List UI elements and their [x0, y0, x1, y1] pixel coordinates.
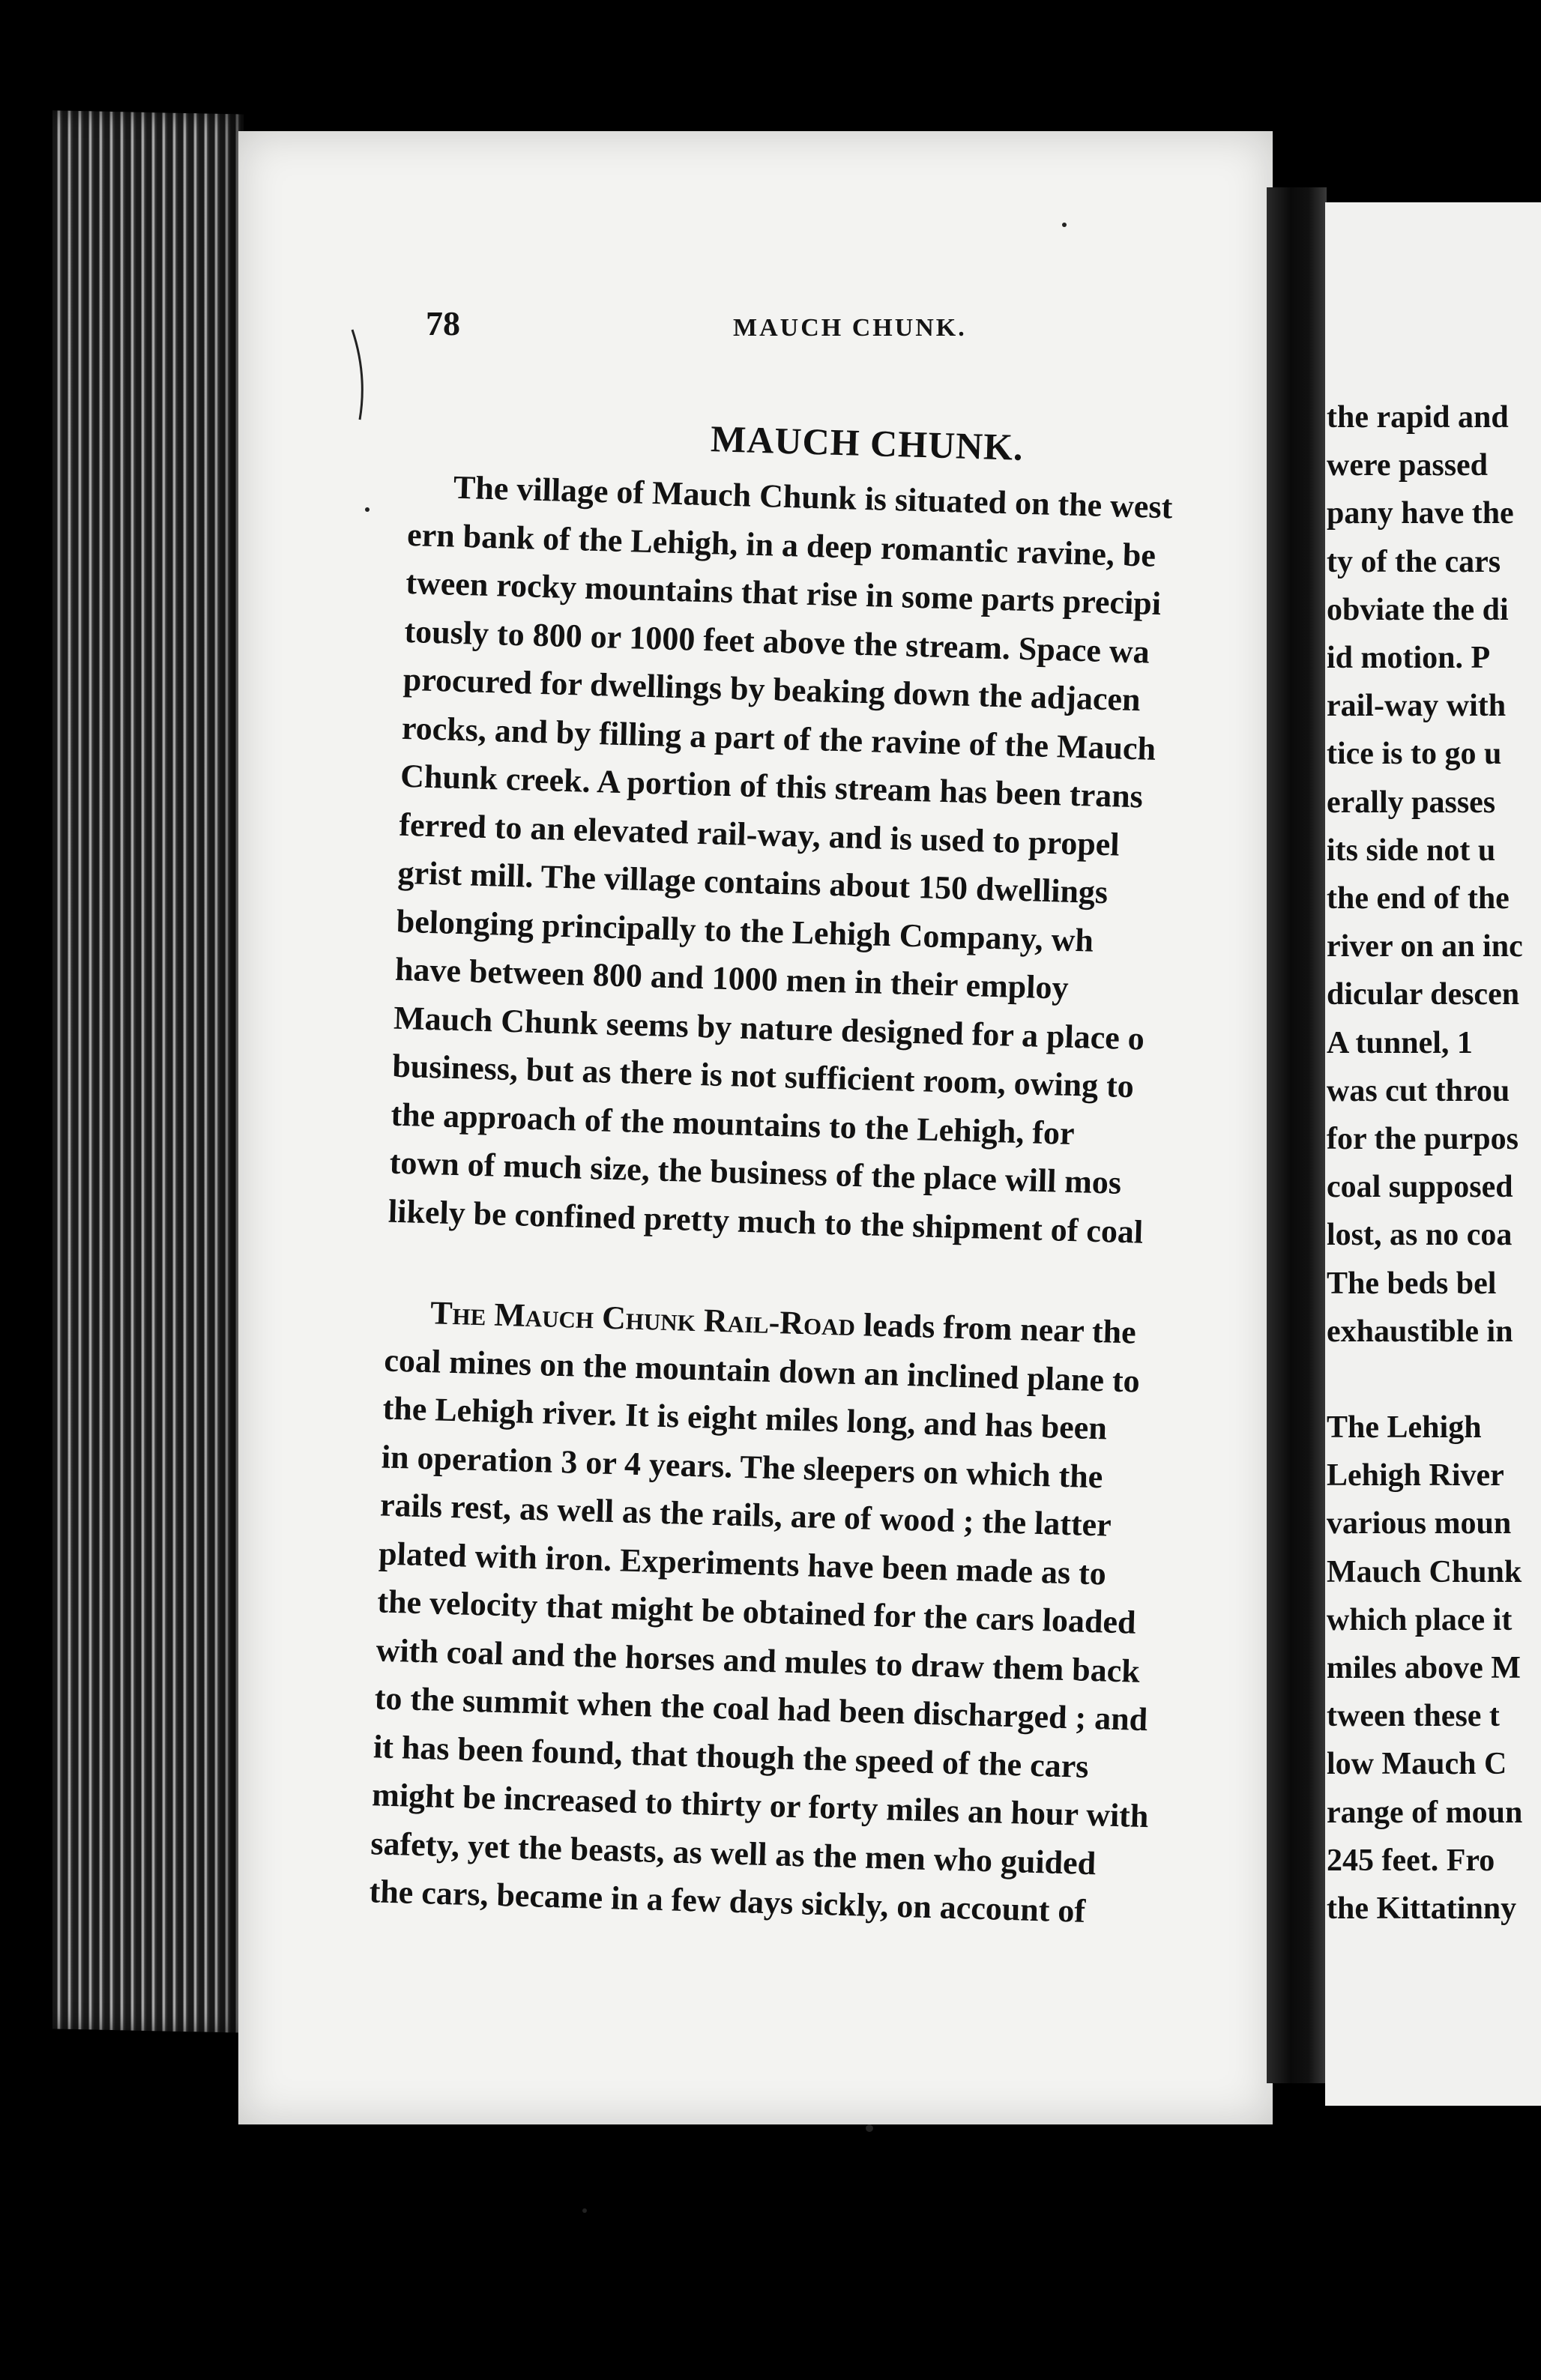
text-line: with coal and the horses and mules to draw them back: [376, 1631, 1141, 1690]
text-line: which place it: [1327, 1602, 1513, 1637]
text-line: ty of the cars: [1327, 544, 1501, 579]
text-line: lost, as no coa: [1327, 1218, 1513, 1253]
text-line: various moun: [1327, 1506, 1512, 1541]
speck: [582, 2208, 587, 2213]
text-line: to the summit when the coal had been discharged ; and: [374, 1679, 1148, 1739]
railroad-title: The Mauch Chunk Rail-Road: [429, 1294, 856, 1344]
page-edges: [52, 110, 244, 2032]
text-line: range of moun: [1327, 1795, 1523, 1830]
text-line: were passed: [1327, 448, 1489, 483]
text-block: [369, 408, 1273, 1940]
main-paragraph: [387, 462, 1273, 1260]
text-line: dicular descen: [1327, 977, 1520, 1012]
right-page-gap: [1327, 1356, 1523, 1404]
text-line: belonging principally to the Lehigh Company, wh: [396, 902, 1094, 959]
text-line: erally passes: [1327, 785, 1496, 820]
section-heading: MAUCH CHUNK.: [710, 417, 1025, 468]
text-line: low Mauch C: [1327, 1747, 1507, 1782]
text-line: tice is to go u: [1327, 737, 1502, 772]
text-line: Chunk creek. A portion of this stream has been trans: [399, 757, 1144, 815]
right-page: [1325, 202, 1541, 2106]
text-line: coal mines on the mountain down an inclined plane to: [383, 1341, 1141, 1400]
text-line: 245 feet. Fro: [1327, 1843, 1495, 1878]
text-line: The Lehigh: [1327, 1410, 1482, 1446]
text-line: the rapid and: [1327, 400, 1509, 435]
text-line: it has been found, that though the speed of the cars: [373, 1727, 1090, 1785]
page-number: 78: [426, 304, 460, 342]
text-line: the approach of the mountains to the Lehigh, for: [390, 1096, 1076, 1152]
railroad-paragraph: [369, 1336, 1254, 1940]
text-line: tween rocky mountains that rise in some parts precipi: [405, 564, 1162, 623]
text-line: rocks, and by filling a part of the ravine of the Mauch: [401, 709, 1156, 767]
right-page-text: [1327, 393, 1523, 1933]
text-line: the Lehigh river. It is eight miles long, and has been: [382, 1389, 1108, 1447]
running-title: MAUCH CHUNK.: [733, 314, 967, 342]
text-line: exhaustible in: [1327, 1314, 1513, 1349]
text-line: the cars, became in a few days sickly, on account of: [369, 1873, 1086, 1930]
text-line: id motion. P: [1327, 641, 1491, 676]
text-line: rails rest, as well as the rails, are of wood ; the latter: [379, 1486, 1112, 1544]
text-line: the Kittatinny: [1327, 1891, 1517, 1927]
book-gutter: [1267, 187, 1327, 2083]
text-line: tously to 800 or 1000 feet above the stream. Space wa: [404, 612, 1151, 671]
text-line: plated with iron. Experiments have been made as to: [378, 1534, 1107, 1592]
text-line: rail-way with: [1327, 689, 1507, 724]
text-line: Mauch Chunk: [1327, 1554, 1522, 1589]
text-line: might be increased to thirty or forty miles an hour with: [371, 1776, 1150, 1835]
text-line: Lehigh River: [1327, 1458, 1504, 1493]
text-line: grist mill. The village contains about 150 dwellings: [397, 854, 1109, 911]
text-line: pany have the: [1327, 496, 1514, 531]
text-line: procured for dwellings by beaking down the adjacen: [402, 660, 1142, 719]
text-line: coal supposed: [1327, 1170, 1513, 1205]
text-line: the velocity that might be obtained for the cars loaded: [376, 1583, 1137, 1641]
text-line: river on an inc: [1327, 929, 1523, 964]
text-line: The village of Mauch Chunk is situated on the west: [453, 468, 1173, 526]
text-line: its side not u: [1327, 833, 1496, 868]
text-line: business, but as there is not sufficient room, owing to: [391, 1047, 1135, 1105]
text-line: have between 800 and 1000 men in their employ: [394, 950, 1070, 1006]
text-line: the end of the: [1327, 881, 1510, 916]
text-line: ferred to an elevated rail-way, and is used to propel: [398, 806, 1121, 863]
text-line: A tunnel, 1: [1327, 1025, 1473, 1060]
text-line: Mauch Chunk seems by nature designed for a place o: [393, 999, 1145, 1057]
text-line: obviate the di: [1327, 592, 1509, 627]
text-line: in operation 3 or 4 years. The sleepers on which the: [381, 1437, 1103, 1495]
left-page: [238, 131, 1273, 2124]
text-line: miles above M: [1327, 1651, 1521, 1686]
right-page-bottom-lines: [1327, 1404, 1523, 1933]
speck: [866, 2124, 873, 2132]
right-page-top-lines: [1327, 393, 1523, 1356]
text-line: The beds bel: [1327, 1266, 1497, 1301]
text-line: safety, yet the beasts, as well as the men who guided: [370, 1824, 1097, 1882]
railroad-first-rest: leads from near the: [854, 1306, 1137, 1351]
text-line: town of much size, the business of the place will mos: [389, 1144, 1122, 1201]
text-line: for the purpos: [1327, 1122, 1519, 1157]
text-line: ern bank of the Lehigh, in a deep romantic ravine, be: [406, 516, 1156, 574]
text-line: tween these t: [1327, 1699, 1500, 1734]
text-line: likely be confined pretty much to the shipment of coal: [387, 1192, 1144, 1251]
text-line: was cut throu: [1327, 1073, 1510, 1108]
